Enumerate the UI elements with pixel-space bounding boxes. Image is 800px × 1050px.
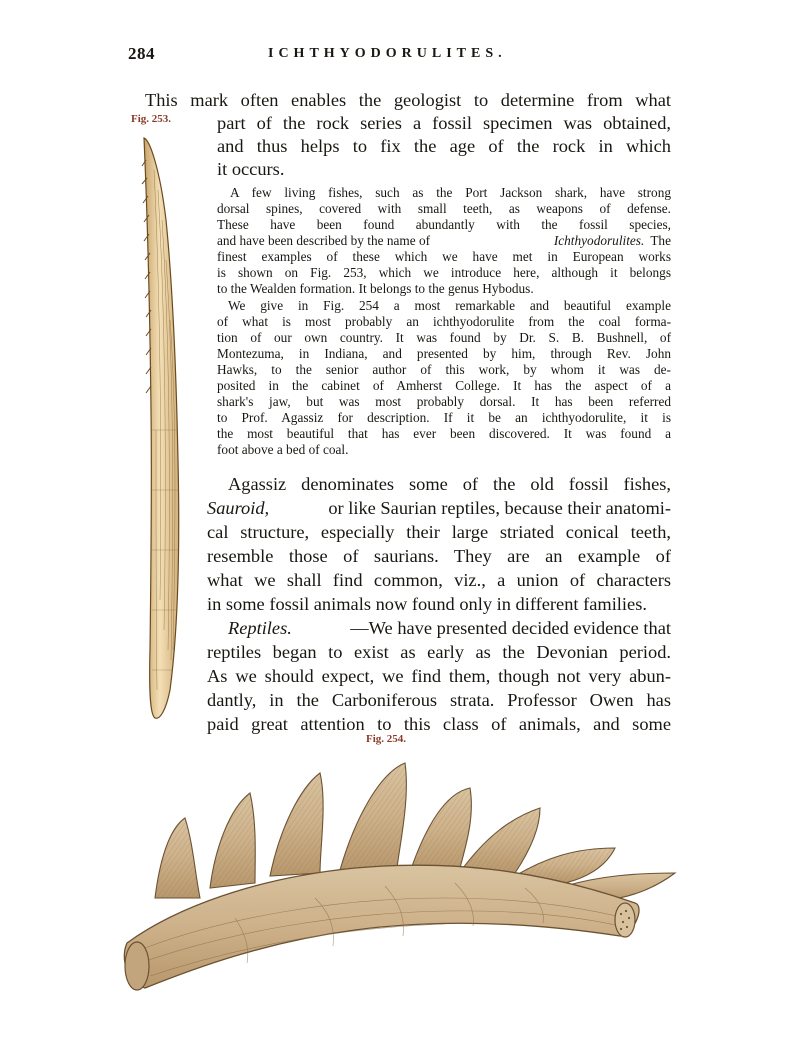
para2-line: finest examples of these which we have met in European works [217,249,671,264]
para5-line-with-italic [228,616,671,640]
para3-line: of what is most probably an ichthyodorulite from the coal forma- [217,314,671,329]
para4-line: resemble those of saurians. They are an example of [207,546,671,566]
para1-line: and thus helps to fix the age of the rock in which [217,136,671,156]
para1-line: it occurs. [217,159,285,179]
para2-line: to the Wealden formation. It belongs to the genus Hybodus. [217,281,534,296]
genus-term-ichthyodorulites: Ichthyodorulites. [553,233,645,248]
figure-254-jaw-illustration [115,748,685,998]
para1-line: This mark often enables the geologist to determine from what [145,90,671,110]
para3-line: tion of our own country. It was found by Dr. S. B. Bushnell, of [217,330,671,345]
running-head: ICHTHYODORULITES. [268,46,507,61]
para4-line: in some fossil animals now found only in different families. [207,594,647,614]
term-sauroid: Sauroid, [207,498,270,518]
page-number: 284 [128,44,155,63]
para2-line: is shown on Fig. 253, which we introduce here, although it belongs [217,265,671,280]
para4-line: what we shall find common, viz., a union of characters [207,570,671,590]
para4-line: cal structure, especially their large striated conical teeth, [207,522,671,542]
para5-line: reptiles began to exist as early as the Devonian period. [207,642,671,662]
para5-line: dantly, in the Carboniferous strata. Professor Owen has [207,690,671,710]
para4-line-with-italic [207,496,671,520]
figure-253-spine-illustration [140,130,200,725]
para2-line-with-italic [217,233,671,249]
para5-line: paid great attention to this class of animals, and some [207,714,671,734]
figure-254-label: Fig. 254. [366,733,407,745]
para3-line: the most beautiful that has ever been discovered. It was found a [217,426,671,441]
para3-line: We give in Fig. 254 a most remarkable and beautiful example [228,298,671,313]
para3-line: posited in the cabinet of Amherst College. It has the aspect of a [217,378,671,393]
para2-text: The [650,233,671,248]
section-heading-reptiles: Reptiles. [228,618,292,638]
para2-line: A few living fishes, such as the Port Jackson shark, have strong [230,185,671,200]
para3-line: shark's jaw, but was most probably dorsal. It has been referred [217,394,671,409]
para5-line: As we should expect, we find them, though not very abun- [207,666,671,686]
para2-line: dorsal spines, covered with small teeth, as weapons of defense. [217,201,671,216]
para2-line: These have been found abundantly with the fossil species, [217,217,671,232]
para3-line: foot above a bed of coal. [217,442,349,457]
para3-line: Montezuma, in Indiana, and presented by him, through Rev. John [217,346,671,361]
para2-text: and have been described by the name of [217,233,431,248]
para4-line: Agassiz denominates some of the old fossil fishes, [228,474,671,494]
figure-253-label: Fig. 253. [131,113,172,125]
para4-text: or like Saurian reptiles, because their anatomi- [328,498,671,518]
para3-line: Hawks, to the senior author of this work, by whom it was de- [217,362,671,377]
para3-line: to Prof. Agassiz for description. If it be an ichthyodorulite, it is [217,410,671,425]
para1-line: part of the rock series a fossil specimen was obtained, [217,113,671,133]
para5-text: —We have presented decided evidence that [350,618,671,638]
